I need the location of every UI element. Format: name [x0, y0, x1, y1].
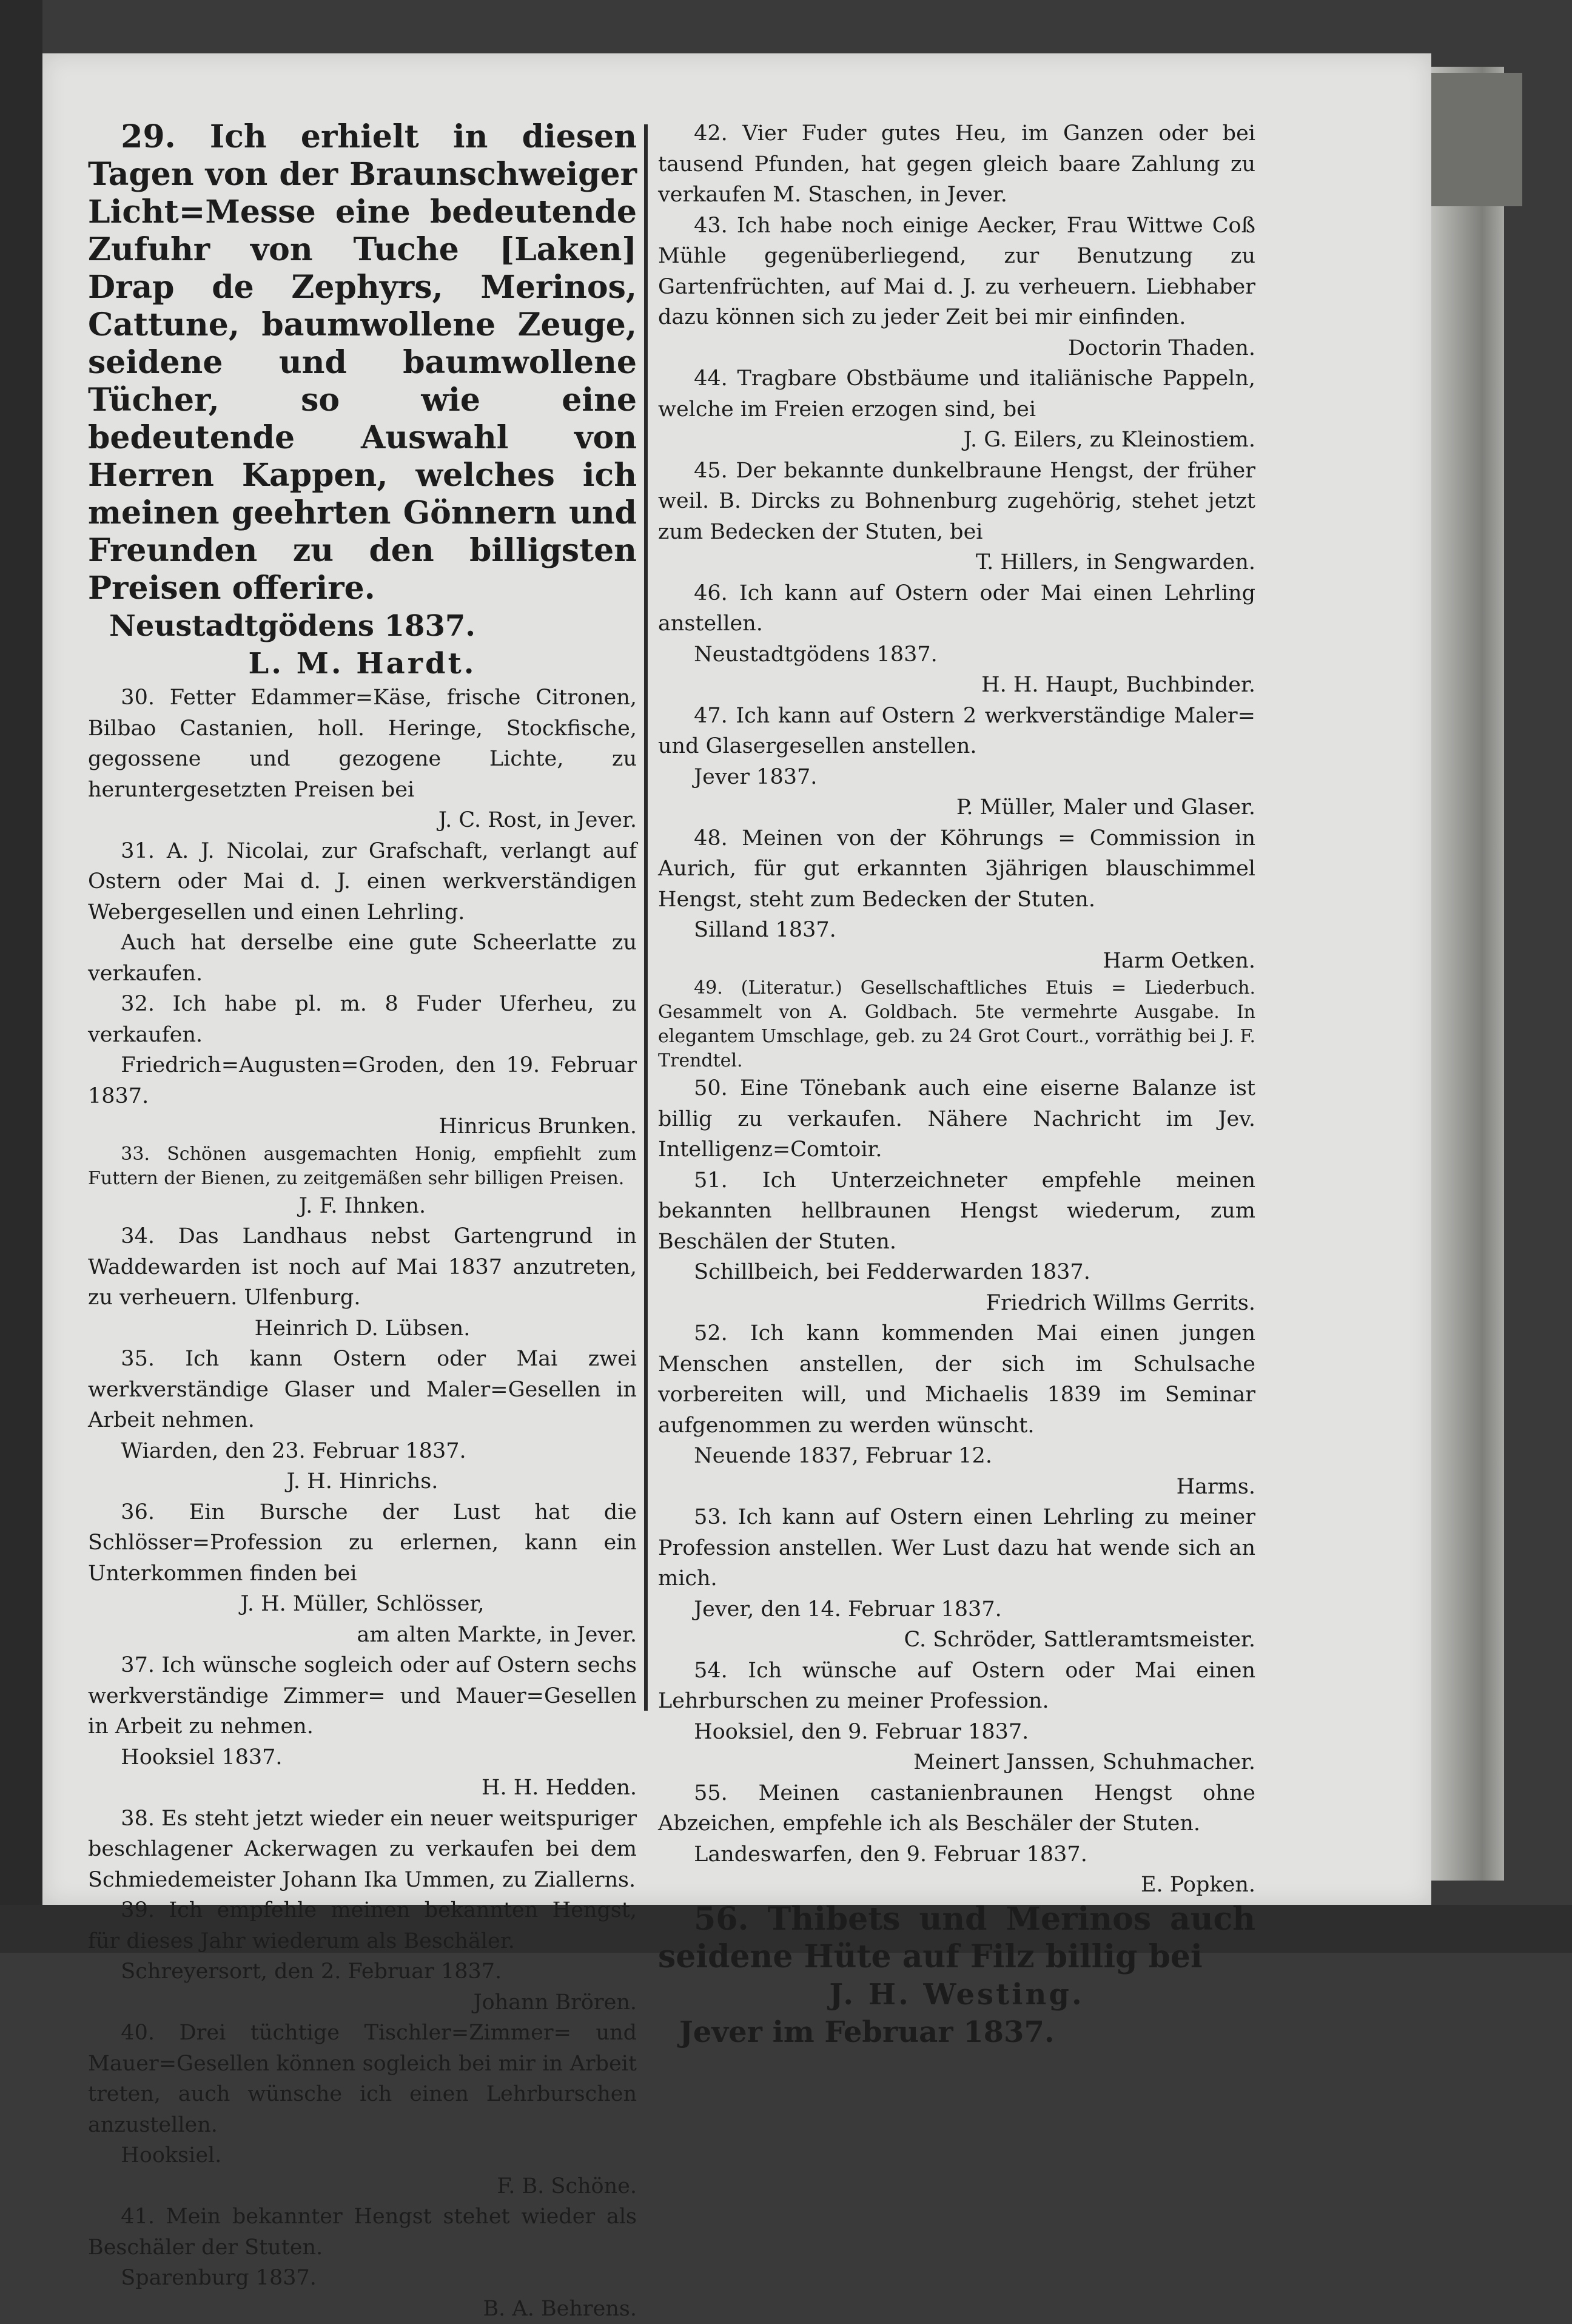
- advertisement-paragraph: 52. Ich kann kommenden Mai einen jungen Menschen anstellen, der sich im Schulsache vorbereiten will, und Michaelis 1839 im Seminar aufgenommen zu werden wünscht.: [658, 1318, 1255, 1441]
- advertisement-paragraph: 48. Meinen von der Köhrungs = Commission in Aurich, für gut erkannten 3jährigen blauschimmel Hengst, steht zum Bedecken der Stuten.: [658, 823, 1255, 915]
- advertiser-signature: J. H. Hinrichs.: [88, 1466, 637, 1497]
- advertisement-paragraph: Neuende 1837, Februar 12.: [658, 1441, 1255, 1472]
- column-divider: [644, 124, 648, 1711]
- advertisement-paragraph: 41. Mein bekannter Hengst stehet wieder als Beschäler der Stuten.: [88, 2201, 637, 2263]
- place-date-line: Neustadtgödens 1837.: [88, 607, 637, 645]
- advertisement-paragraph: Schreyersort, den 2. Februar 1837.: [88, 1956, 637, 1987]
- binding-tab: [1431, 73, 1522, 206]
- advertisement-paragraph: 47. Ich kann auf Ostern 2 werkverständige Maler= und Glasergesellen anstellen.: [658, 701, 1255, 762]
- advertisement-paragraph: 32. Ich habe pl. m. 8 Fuder Uferheu, zu verkaufen.: [88, 989, 637, 1050]
- advertisement-paragraph: 51. Ich Unterzeichneter empfehle meinen bekannten hellbraunen Hengst wiederum, zum Beschälen der Stuten.: [658, 1165, 1255, 1258]
- advertiser-signature: J. C. Rost, in Jever.: [88, 805, 637, 836]
- advertiser-signature-large: L. M. Hardt.: [88, 645, 637, 682]
- advertiser-signature: J. H. Müller, Schlösser,: [88, 1589, 637, 1620]
- advertisement-paragraph: Jever, den 14. Februar 1837.: [658, 1594, 1255, 1625]
- advertisement-paragraph: Landeswarfen, den 9. Februar 1837.: [658, 1839, 1255, 1870]
- advertiser-signature: E. Popken.: [658, 1870, 1255, 1901]
- advertiser-signature: J. F. Ihnken.: [88, 1191, 637, 1222]
- advertiser-signature: Doctorin Thaden.: [658, 333, 1255, 364]
- advertiser-signature: am alten Markte, in Jever.: [88, 1620, 637, 1651]
- lead-advertisement: 56. Thibets und Merinos auch seidene Hüte auf Filz billig bei: [658, 1901, 1255, 1976]
- left-column: [88, 118, 637, 2324]
- advertisement-paragraph: 44. Tragbare Obstbäume und italiänische Pappeln, welche im Freien erzogen sind, bei: [658, 363, 1255, 425]
- lead-advertisement: 29. Ich erhielt in diesen Tagen von der Braunschweiger Licht=Messe eine bedeutende Zufuhr von Tuche [Laken] Drap de Zephyrs, Merinos, Cattune, baumwollene Zeuge, seidene und baumwollene Tücher, so wie eine bedeutende Auswahl von Herren Kappen, welches ich meinen geehrten Gönnern und Freunden zu den billigsten Preisen offerire.: [88, 118, 637, 607]
- advertiser-signature: P. Müller, Maler und Glaser.: [658, 792, 1255, 823]
- place-date-line: Jever im Februar 1837.: [658, 2013, 1255, 2051]
- advertisement-paragraph: 39. Ich empfehle meinen bekannten Hengst, für dieses Jahr wiederum als Beschäler.: [88, 1895, 637, 1956]
- advertiser-signature: H. H. Haupt, Buchbinder.: [658, 670, 1255, 701]
- advertisement-paragraph: Friedrich=Augusten=Groden, den 19. Februar 1837.: [88, 1050, 637, 1111]
- advertiser-signature: Johann Brören.: [88, 1987, 637, 2018]
- advertisement-paragraph: Neustadtgödens 1837.: [658, 639, 1255, 670]
- advertiser-signature: C. Schröder, Sattleramtsmeister.: [658, 1625, 1255, 1655]
- advertisement-paragraph: Hooksiel, den 9. Februar 1837.: [658, 1717, 1255, 1748]
- advertiser-signature: B. A. Behrens.: [88, 2294, 637, 2324]
- advertiser-signature: F. B. Schöne.: [88, 2171, 637, 2202]
- advertisement-paragraph: 36. Ein Bursche der Lust hat die Schlösser=Profession zu erlernen, kann ein Unterkommen finden bei: [88, 1497, 637, 1589]
- advertiser-signature: Harms.: [658, 1472, 1255, 1503]
- advertisement-paragraph: Hooksiel 1837.: [88, 1742, 637, 1773]
- advertiser-signature: J. G. Eilers, zu Kleinostiem.: [658, 425, 1255, 456]
- advertisement-paragraph: Auch hat derselbe eine gute Scheerlatte zu verkaufen.: [88, 928, 637, 989]
- advertisement-paragraph: Sparenburg 1837.: [88, 2263, 637, 2294]
- advertisement-paragraph: 45. Der bekannte dunkelbraune Hengst, der früher weil. B. Dircks zu Bohnenburg zugehörig, stehet jetzt zum Bedecken der Stuten, bei: [658, 456, 1255, 548]
- advertisement-paragraph: 46. Ich kann auf Ostern oder Mai einen Lehrling anstellen.: [658, 578, 1255, 639]
- advertisement-paragraph: 38. Es steht jetzt wieder ein neuer weitspuriger beschlagener Ackerwagen zu verkaufen bei dem Schmiedemeister Johann Ika Ummen, zu Ziallerns.: [88, 1804, 637, 1896]
- advertiser-signature-large: J. H. Westing.: [658, 1976, 1255, 2013]
- advertiser-signature: Heinrich D. Lübsen.: [88, 1313, 637, 1344]
- right-column: [658, 118, 1255, 2051]
- advertisement-paragraph: Jever 1837.: [658, 762, 1255, 793]
- advertisement-paragraph: Wiarden, den 23. Februar 1837.: [88, 1436, 637, 1467]
- advertisement-paragraph: 43. Ich habe noch einige Aecker, Frau Wittwe Coß Mühle gegenüberliegend, zur Benutzung zu Gartenfrüchten, auf Mai d. J. zu verheuern. Liebhaber dazu können sich zu jeder Zeit bei mir einfinden.: [658, 211, 1255, 333]
- advertisement-paragraph: 53. Ich kann auf Ostern einen Lehrling zu meiner Profession anstellen. Wer Lust dazu hat wende sich an mich.: [658, 1502, 1255, 1594]
- advertisement-paragraph: 31. A. J. Nicolai, zur Grafschaft, verlangt auf Ostern oder Mai d. J. einen werkverständigen Webergesellen und einen Lehrling.: [88, 836, 637, 928]
- advertisement-small-print: 33. Schönen ausgemachten Honig, empfiehlt zum Futtern der Bienen, zu zeitgemäßen sehr billigen Preisen.: [88, 1142, 637, 1191]
- advertisement-paragraph: 34. Das Landhaus nebst Gartengrund in Waddewarden ist noch auf Mai 1837 anzutreten, zu verheuern. Ulfenburg.: [88, 1221, 637, 1313]
- advertisement-paragraph: 54. Ich wünsche auf Ostern oder Mai einen Lehrburschen zu meiner Profession.: [658, 1655, 1255, 1717]
- advertisement-small-print: 49. (Literatur.) Gesellschaftliches Etuis = Liederbuch. Gesammelt von A. Goldbach. 5te vermehrte Ausgabe. In elegantem Umschlage, geb. zu 24 Grot Court., vorräthig bei J. F. Trendtel.: [658, 976, 1255, 1073]
- advertisement-paragraph: 37. Ich wünsche sogleich oder auf Ostern sechs werkverständige Zimmer= und Mauer=Gesellen in Arbeit zu nehmen.: [88, 1650, 637, 1742]
- scan-background-left: [0, 0, 42, 1953]
- advertiser-signature: Hinricus Brunken.: [88, 1111, 637, 1142]
- advertiser-signature: T. Hillers, in Sengwarden.: [658, 547, 1255, 578]
- advertisement-paragraph: Hooksiel.: [88, 2140, 637, 2171]
- advertisement-paragraph: Schillbeich, bei Fedderwarden 1837.: [658, 1257, 1255, 1288]
- page-binding-edge: [1431, 67, 1504, 1881]
- advertiser-signature: Meinert Janssen, Schuhmacher.: [658, 1747, 1255, 1778]
- advertisement-paragraph: 50. Eine Tönebank auch eine eiserne Balanze ist billig zu verkaufen. Nähere Nachricht im Jev. Intelligenz=Comtoir.: [658, 1073, 1255, 1165]
- advertisement-paragraph: 40. Drei tüchtige Tischler=Zimmer= und Mauer=Gesellen können sogleich bei mir in Arbeit treten, auch wünsche ich einen Lehrburschen anzustellen.: [88, 2018, 637, 2140]
- advertiser-signature: H. H. Hedden.: [88, 1773, 637, 1804]
- advertisement-paragraph: 35. Ich kann Ostern oder Mai zwei werkverständige Glaser und Maler=Gesellen in Arbeit nehmen.: [88, 1344, 637, 1436]
- advertiser-signature: Friedrich Willms Gerrits.: [658, 1288, 1255, 1319]
- advertisement-paragraph: 30. Fetter Edammer=Käse, frische Citronen, Bilbao Castanien, holl. Heringe, Stockfische, gegossene und gezogene Lichte, zu heruntergesetzten Preisen bei: [88, 682, 637, 805]
- advertiser-signature: Harm Oetken.: [658, 946, 1255, 977]
- advertisement-paragraph: 42. Vier Fuder gutes Heu, im Ganzen oder bei tausend Pfunden, hat gegen gleich baare Zahlung zu verkaufen M. Staschen, in Jever.: [658, 118, 1255, 211]
- advertisement-paragraph: Silland 1837.: [658, 915, 1255, 946]
- advertisement-paragraph: 55. Meinen castanienbraunen Hengst ohne Abzeichen, empfehle ich als Beschäler der Stuten.: [658, 1778, 1255, 1839]
